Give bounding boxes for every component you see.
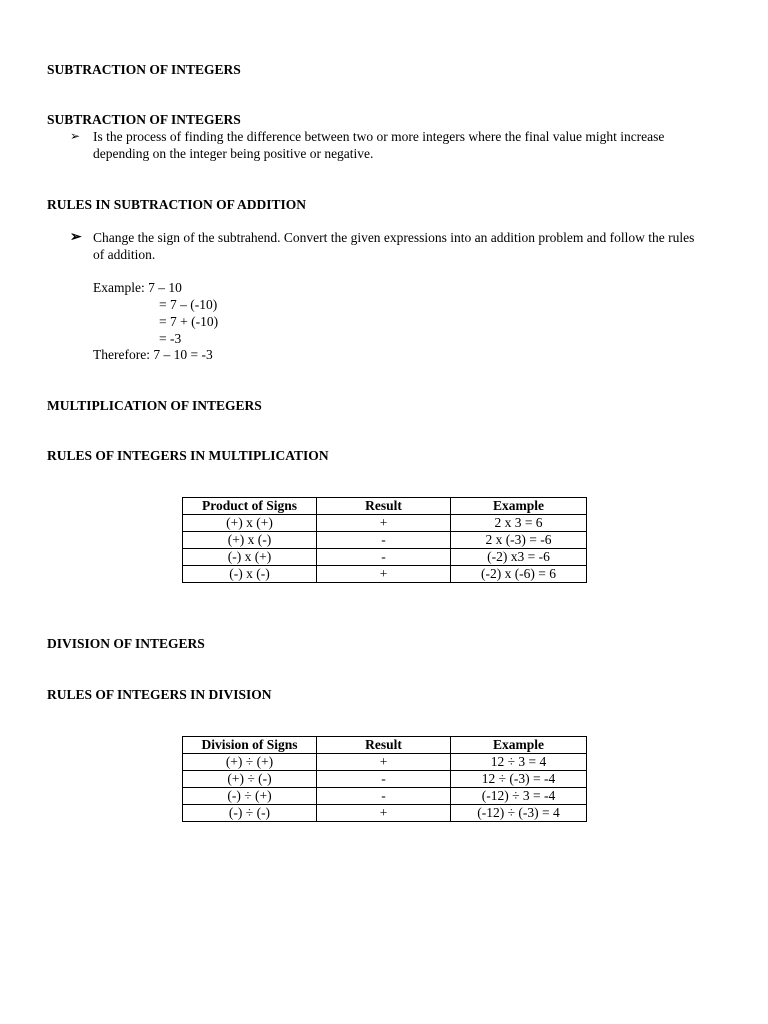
table-row [183,771,587,788]
table-header-row [183,737,587,754]
table-cell: + [317,754,451,771]
table-cell: + [317,566,451,583]
table-row [183,566,587,583]
table-cell: 12 ÷ 3 = 4 [451,754,587,771]
table-row [183,532,587,549]
example-conclusion: Therefore: 7 – 10 = -3 [93,347,213,362]
table-row [183,788,587,805]
arrow-bullet-icon: ➢ [70,129,81,143]
table-cell: (+) x (-) [183,532,317,549]
table-header-row [183,498,587,515]
table-cell: - [317,549,451,566]
table-row [183,515,587,532]
column-header: Division of Signs [183,737,317,754]
table-cell: (-) x (+) [183,549,317,566]
table-row [183,549,587,566]
example-line: = -3 [159,331,182,346]
example-line: = 7 + (-10) [159,314,219,329]
table-row [183,805,587,822]
column-header: Result [317,737,451,754]
column-header: Product of Signs [183,498,317,515]
table-cell: 2 x (-3) = -6 [451,532,587,549]
table-cell: - [317,788,451,805]
table-cell: 2 x 3 = 6 [451,515,587,532]
table-cell: (-) ÷ (+) [183,788,317,805]
column-header: Example [451,498,587,515]
rules-subtraction-heading: RULES IN SUBTRACTION OF ADDITION [47,197,307,212]
table-cell: + [317,805,451,822]
table-cell: (-) x (-) [183,566,317,583]
multiplication-rules-heading: RULES OF INTEGERS IN MULTIPLICATION [47,448,329,463]
definition-text: Is the process of finding the difference between two or more integers where the final value might increase depending on the integer being positive or negative. [93,129,665,161]
arrow-bullet-icon: ➢ [70,230,82,245]
page-title: SUBTRACTION OF INTEGERS [47,62,241,77]
table-cell: (-12) ÷ (-3) = 4 [451,805,587,822]
table-cell: 12 ÷ (-3) = -4 [451,771,587,788]
rule-text: Change the sign of the subtrahend. Convert the given expressions into an addition problem and follow the rules of addition. [93,230,695,262]
table-cell: (-) ÷ (-) [183,805,317,822]
example-line: = 7 – (-10) [159,297,218,312]
table-cell: - [317,532,451,549]
column-header: Example [451,737,587,754]
example-line: Example: 7 – 10 [93,280,182,295]
table-cell: (-2) x (-6) = 6 [451,566,587,583]
table-row [183,754,587,771]
column-header: Result [317,498,451,515]
subtraction-heading: SUBTRACTION OF INTEGERS [47,112,241,127]
table-cell: - [317,771,451,788]
table-cell: (-12) ÷ 3 = -4 [451,788,587,805]
table-cell: (+) ÷ (-) [183,771,317,788]
multiplication-rules-table [182,497,587,583]
table-cell: (+) ÷ (+) [183,754,317,771]
table-cell: (+) x (+) [183,515,317,532]
division-rules-heading: RULES OF INTEGERS IN DIVISION [47,687,272,702]
table-cell: + [317,515,451,532]
table-cell: (-2) x3 = -6 [451,549,587,566]
division-rules-table [182,736,587,822]
multiplication-heading: MULTIPLICATION OF INTEGERS [47,398,262,413]
division-heading: DIVISION OF INTEGERS [47,636,205,651]
